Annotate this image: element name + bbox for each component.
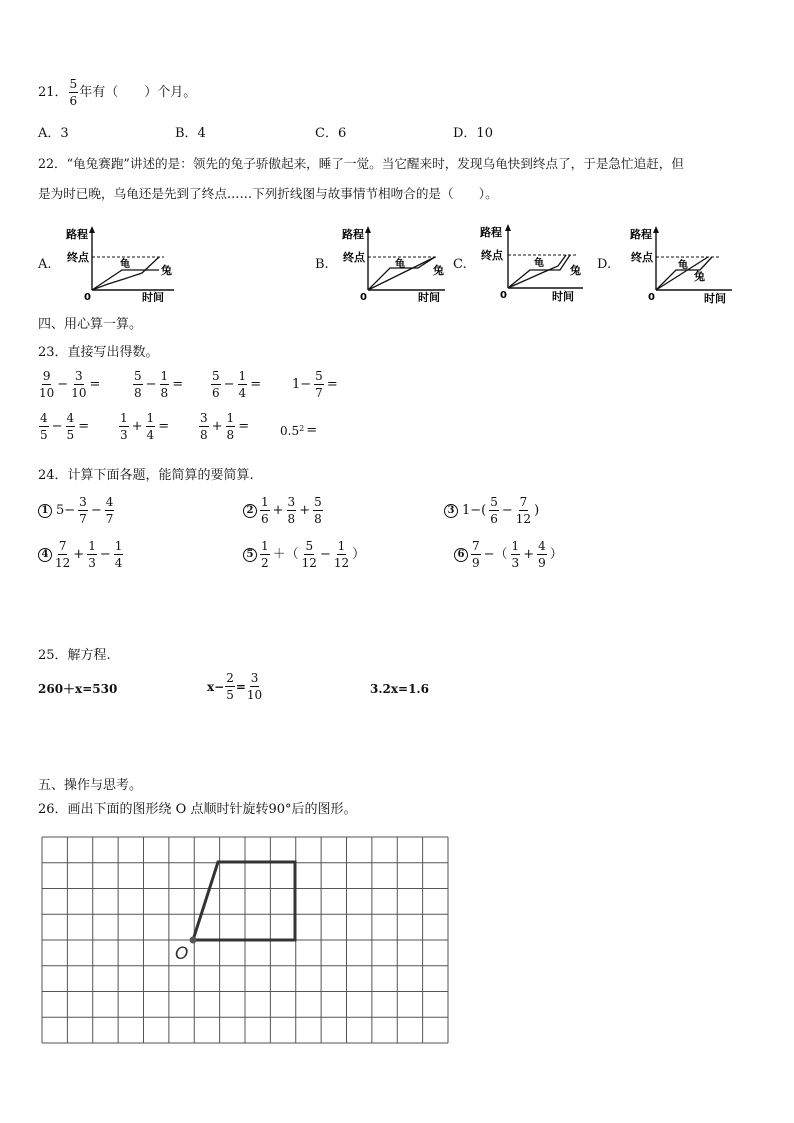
fraction: $\frac{5}{8}$ [314, 495, 322, 526]
q22-line2: 是为时已晚，乌龟还是先到了终点……下列折线图与故事情节相吻合的是（ ）。 [38, 186, 498, 201]
q24-item-3 [444, 496, 541, 525]
q21-option-b: B．4 [175, 126, 206, 141]
question-21 [38, 78, 196, 107]
fraction: $\frac{7}{12}$ [55, 539, 71, 570]
graph-c-x-label: 时间 [552, 290, 574, 302]
fraction: $\frac{1}{2}$ [261, 539, 269, 570]
fraction: $\frac{1}{3}$ [88, 539, 96, 570]
q24-item-6 [454, 540, 565, 569]
expression-operator: 1−( [462, 503, 487, 518]
graph-a-hare-label: 兔 [161, 264, 172, 277]
q25-title: 25．解方程. [38, 648, 111, 663]
fraction: $\frac{5}{6}$ [490, 495, 498, 526]
q22-option-a-letter: A. [38, 257, 52, 272]
circled-number: 5 [243, 548, 257, 562]
expression-operator: − [501, 503, 513, 518]
graph-b-x-label: 时间 [418, 291, 440, 302]
q21-option-c: C．6 [315, 126, 347, 141]
fraction: $\frac{1}{6}$ [261, 495, 269, 526]
graph-b-zero: 0 [360, 292, 367, 302]
graph-d-y-label: 路程 [630, 228, 652, 241]
expression-operator: − [90, 503, 102, 518]
q22-option-d-letter: D. [597, 257, 612, 272]
q23-item-7: $\frac{3}{8}$ + $\frac{1}{8}$ = [200, 411, 250, 442]
graph-c-hare-label: 兔 [570, 264, 581, 277]
circled-number: 2 [243, 504, 257, 518]
q21-option-a: A．3 [38, 126, 69, 141]
expression-operator: −（ [483, 547, 508, 562]
expression-operator: − [99, 547, 111, 562]
q22-option-c-letter: C. [453, 257, 467, 272]
q24-item-1 [38, 496, 115, 525]
graph-c-zero: 0 [500, 290, 507, 301]
point-o [190, 937, 197, 944]
expression-operator: − [319, 547, 331, 562]
fraction: $\frac{3}{8}$ [287, 495, 296, 526]
graph-a-tortoise-label: 龟 [120, 259, 130, 270]
graph-a-x-label: 时间 [142, 291, 164, 302]
q21-fraction: $\frac{5}{6}$ [69, 77, 78, 108]
q24-item-5 [243, 540, 367, 569]
q25-equation-1: 260＋x=530 [38, 682, 118, 696]
fraction: $\frac{4}{7}$ [105, 495, 114, 526]
graph-b-tortoise-label: 龟 [395, 259, 405, 270]
q22-graph-c [478, 222, 588, 302]
circled-number: 4 [38, 548, 52, 562]
graph-d-x-label: 时间 [704, 292, 726, 304]
graph-c-tortoise-label: 龟 [534, 258, 544, 269]
circled-number: 6 [454, 548, 468, 562]
expression-operator: ＋（ [272, 547, 299, 562]
q21-option-d: D．10 [453, 126, 493, 141]
fraction: $\frac{4}{9}$ [538, 539, 546, 570]
graph-c-end-label: 终点 [481, 249, 503, 262]
q23-item-2: $\frac{5}{8}$ − $\frac{1}{8}$ = [134, 369, 184, 400]
section-4-heading: 四、用心算一算。 [38, 317, 143, 332]
fraction: $\frac{5}{12}$ [301, 539, 317, 570]
fraction: $\frac{1}{4}$ [114, 539, 123, 570]
expression-operator: + [299, 503, 311, 518]
q22-option-b-letter: B. [315, 257, 329, 272]
fraction: $\frac{7}{9}$ [472, 539, 480, 570]
trapezoid-shape [193, 862, 295, 940]
q26-title: 26．画出下面的图形绕 O 点顺时针旋转90°后的图形。 [38, 802, 357, 817]
point-o-label: O [175, 944, 189, 964]
fraction: $\frac{1}{3}$ [511, 539, 520, 570]
graph-d-hare-label: 兔 [694, 270, 705, 283]
graph-b-hare-label: 兔 [433, 264, 444, 277]
q22-graph-b [340, 224, 455, 302]
expression-operator: + [272, 503, 284, 518]
circled-number: 1 [38, 504, 52, 518]
expression-operator: ) [534, 503, 540, 518]
graph-a-y-label: 路程 [66, 228, 88, 241]
circled-number: 3 [444, 504, 458, 518]
q22-line1: 22．“龟兔赛跑”讲述的是：领先的兔子骄傲起来，睡了一觉。当它醒来时，发现乌龟快到终点了，于是急忙追赶，但 [38, 156, 684, 171]
q23-item-1: $\frac{9}{10}$ − $\frac{3}{10}$ = [39, 369, 101, 400]
q23-title: 23．直接写出得数。 [38, 345, 159, 360]
expression-operator: 5− [56, 503, 76, 518]
graph-c-y-label: 路程 [480, 226, 502, 239]
q22-graph-d [628, 224, 738, 304]
graph-b-y-label: 路程 [342, 228, 364, 241]
q24-title: 24．计算下面各题，能简算的要简算. [38, 468, 254, 483]
q21-number: 21． [38, 85, 68, 100]
graph-a-zero: 0 [84, 292, 91, 302]
fraction: $\frac{7}{12}$ [515, 495, 532, 526]
q22-graph-a [64, 224, 184, 302]
q23-item-3: $\frac{5}{6}$ − $\frac{1}{4}$ = [212, 369, 262, 400]
q25-equation-2: x− $\frac{2}{5}$ = $\frac{3}{10}$ [207, 671, 263, 702]
q21-text: 年有（ ）个月。 [79, 85, 197, 100]
graph-d-zero: 0 [648, 292, 655, 303]
q23-item-4: 1− $\frac{5}{7}$ = [292, 369, 338, 400]
expression-operator: + [73, 547, 85, 562]
graph-d-tortoise-label: 龟 [678, 260, 688, 271]
fraction: $\frac{1}{12}$ [333, 539, 350, 570]
q23-item-8: 0.5 $^2$ = [280, 423, 318, 438]
expression-operator: + [523, 547, 535, 562]
graph-d-end-label: 终点 [631, 251, 653, 264]
graph-b-end-label: 终点 [343, 251, 365, 264]
q23-item-5: $\frac{4}{5}$ − $\frac{4}{5}$ = [40, 411, 90, 442]
q25-equation-3: 3.2x=1.6 [370, 682, 429, 696]
section-5-heading: 五、操作与思考。 [38, 778, 143, 793]
graph-a-end-label: 终点 [67, 251, 89, 264]
q24-item-4 [38, 540, 124, 569]
rotation-grid [40, 835, 450, 1045]
fraction: $\frac{3}{7}$ [79, 495, 87, 526]
q24-item-2 [243, 496, 324, 525]
expression-operator: ） [352, 547, 366, 562]
q23-item-6: $\frac{1}{3}$ + $\frac{1}{4}$ = [120, 411, 170, 442]
expression-operator: ） [549, 547, 563, 562]
